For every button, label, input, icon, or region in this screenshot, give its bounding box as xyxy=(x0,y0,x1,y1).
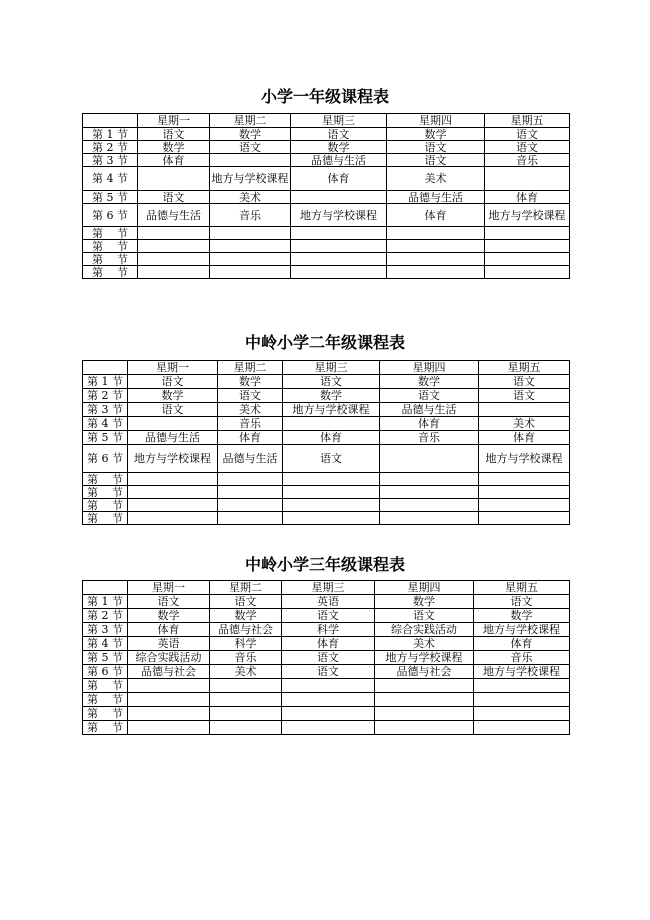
period-row xyxy=(83,253,570,266)
subject-cell: 英语 xyxy=(282,595,375,609)
period-label: 第 节 xyxy=(83,512,128,525)
subject-cell: 体育 xyxy=(380,417,479,431)
period-label: 第 节 xyxy=(83,240,138,253)
subject-cell: 语文 xyxy=(291,128,387,141)
schedule-2-title: 中岭小学二年级课程表 xyxy=(244,333,405,352)
period-row xyxy=(83,665,570,679)
subject-cell xyxy=(479,473,570,486)
subject-cell xyxy=(291,191,387,204)
period-row xyxy=(83,403,570,417)
period-label: 第 4 节 xyxy=(83,167,138,191)
header-row xyxy=(83,361,570,375)
subject-cell xyxy=(479,512,570,525)
subject-cell xyxy=(128,721,210,735)
day-header: 星期四 xyxy=(375,581,474,595)
subject-cell: 语文 xyxy=(210,595,282,609)
subject-cell: 科学 xyxy=(210,637,282,651)
period-label: 第 5 节 xyxy=(83,191,138,204)
subject-cell: 语文 xyxy=(138,191,210,204)
subject-cell xyxy=(283,417,380,431)
day-header: 星期四 xyxy=(387,114,485,128)
subject-cell: 语文 xyxy=(283,445,380,473)
period-row xyxy=(83,486,570,499)
schedule-1-title: 小学一年级课程表 xyxy=(260,87,389,106)
subject-cell: 英语 xyxy=(128,637,210,651)
subject-cell: 数学 xyxy=(218,375,283,389)
subject-cell xyxy=(218,499,283,512)
subject-cell: 语文 xyxy=(282,651,375,665)
subject-cell: 数学 xyxy=(375,595,474,609)
subject-cell: 品德与生活 xyxy=(218,445,283,473)
period-label: 第 节 xyxy=(83,499,128,512)
subject-cell: 语文 xyxy=(479,389,570,403)
period-label: 第 节 xyxy=(83,679,128,693)
subject-cell xyxy=(218,512,283,525)
period-label: 第 节 xyxy=(83,266,138,279)
subject-cell xyxy=(138,253,210,266)
day-header: 星期三 xyxy=(291,114,387,128)
period-row xyxy=(83,651,570,665)
subject-cell xyxy=(380,499,479,512)
period-label: 第 2 节 xyxy=(83,389,128,403)
subject-cell: 语文 xyxy=(479,375,570,389)
subject-cell: 体育 xyxy=(479,431,570,445)
header-row xyxy=(83,581,570,595)
subject-cell: 地方与学校课程 xyxy=(474,623,570,637)
subject-cell xyxy=(485,266,570,279)
period-row xyxy=(83,266,570,279)
period-row xyxy=(83,128,570,141)
subject-cell xyxy=(283,512,380,525)
day-header: 星期五 xyxy=(479,361,570,375)
subject-cell xyxy=(387,266,485,279)
period-row xyxy=(83,623,570,637)
period-label: 第 节 xyxy=(83,227,138,240)
subject-cell: 数学 xyxy=(474,609,570,623)
subject-cell: 数学 xyxy=(210,128,291,141)
subject-cell xyxy=(210,721,282,735)
subject-cell: 数学 xyxy=(380,375,479,389)
subject-cell xyxy=(291,266,387,279)
subject-cell xyxy=(210,707,282,721)
period-row xyxy=(83,609,570,623)
subject-cell xyxy=(218,473,283,486)
subject-cell: 美术 xyxy=(210,191,291,204)
subject-cell xyxy=(128,693,210,707)
subject-cell: 语文 xyxy=(138,128,210,141)
subject-cell: 语文 xyxy=(474,595,570,609)
subject-cell: 体育 xyxy=(283,431,380,445)
period-row xyxy=(83,141,570,154)
period-row xyxy=(83,512,570,525)
subject-cell xyxy=(291,240,387,253)
corner-cell xyxy=(83,114,138,128)
period-row xyxy=(83,595,570,609)
subject-cell xyxy=(375,679,474,693)
subject-cell: 体育 xyxy=(291,167,387,191)
subject-cell: 语文 xyxy=(380,389,479,403)
subject-cell: 美术 xyxy=(218,403,283,417)
subject-cell xyxy=(387,253,485,266)
subject-cell: 数学 xyxy=(210,609,282,623)
subject-cell xyxy=(380,445,479,473)
subject-cell: 数学 xyxy=(291,141,387,154)
subject-cell: 数学 xyxy=(138,141,210,154)
period-label: 第 4 节 xyxy=(83,637,128,651)
subject-cell xyxy=(210,266,291,279)
subject-cell: 品德与生活 xyxy=(380,403,479,417)
period-row xyxy=(83,637,570,651)
subject-cell xyxy=(474,707,570,721)
subject-cell: 地方与学校课程 xyxy=(128,445,218,473)
subject-cell xyxy=(479,499,570,512)
subject-cell xyxy=(283,486,380,499)
subject-cell xyxy=(128,499,218,512)
period-label: 第 6 节 xyxy=(83,204,138,227)
period-label: 第 3 节 xyxy=(83,154,138,167)
subject-cell: 综合实践活动 xyxy=(375,623,474,637)
period-row xyxy=(83,204,570,227)
subject-cell xyxy=(387,240,485,253)
subject-cell: 品德与社会 xyxy=(375,665,474,679)
subject-cell: 语文 xyxy=(128,403,218,417)
subject-cell: 品德与生活 xyxy=(138,204,210,227)
subject-cell xyxy=(375,693,474,707)
subject-cell: 综合实践活动 xyxy=(128,651,210,665)
subject-cell xyxy=(218,486,283,499)
subject-cell: 美术 xyxy=(479,417,570,431)
corner-cell xyxy=(83,581,128,595)
period-label: 第 3 节 xyxy=(83,623,128,637)
period-label: 第 2 节 xyxy=(83,141,138,154)
subject-cell xyxy=(291,253,387,266)
subject-cell: 语文 xyxy=(387,141,485,154)
subject-cell xyxy=(138,240,210,253)
subject-cell: 美术 xyxy=(375,637,474,651)
subject-cell: 数学 xyxy=(283,389,380,403)
period-row xyxy=(83,227,570,240)
period-label: 第 节 xyxy=(83,693,128,707)
subject-cell xyxy=(474,679,570,693)
header-row xyxy=(83,114,570,128)
subject-cell: 美术 xyxy=(210,665,282,679)
subject-cell: 音乐 xyxy=(474,651,570,665)
period-label: 第 1 节 xyxy=(83,375,128,389)
subject-cell xyxy=(380,512,479,525)
subject-cell: 数学 xyxy=(128,389,218,403)
subject-cell: 地方与学校课程 xyxy=(479,445,570,473)
subject-cell: 语文 xyxy=(485,128,570,141)
day-header: 星期一 xyxy=(128,361,218,375)
period-row xyxy=(83,473,570,486)
schedule-2-table xyxy=(82,360,570,525)
subject-cell: 地方与学校课程 xyxy=(210,167,291,191)
period-label: 第 节 xyxy=(83,486,128,499)
subject-cell: 语文 xyxy=(128,595,210,609)
subject-cell: 品德与生活 xyxy=(291,154,387,167)
day-header: 星期二 xyxy=(218,361,283,375)
day-header: 星期一 xyxy=(128,581,210,595)
day-header: 星期三 xyxy=(283,361,380,375)
subject-cell xyxy=(474,693,570,707)
subject-cell xyxy=(138,227,210,240)
subject-cell xyxy=(485,227,570,240)
schedule-3-table xyxy=(82,580,570,735)
subject-cell: 语文 xyxy=(485,141,570,154)
corner-cell xyxy=(83,361,128,375)
subject-cell: 体育 xyxy=(128,623,210,637)
subject-cell xyxy=(375,707,474,721)
schedule-3-title: 中岭小学三年级课程表 xyxy=(244,555,405,574)
period-row xyxy=(83,499,570,512)
subject-cell xyxy=(283,473,380,486)
period-row xyxy=(83,679,570,693)
subject-cell xyxy=(485,240,570,253)
subject-cell: 音乐 xyxy=(210,651,282,665)
subject-cell xyxy=(128,707,210,721)
period-label: 第 6 节 xyxy=(83,665,128,679)
period-label: 第 1 节 xyxy=(83,595,128,609)
period-label: 第 5 节 xyxy=(83,431,128,445)
subject-cell xyxy=(138,167,210,191)
subject-cell xyxy=(474,721,570,735)
period-row xyxy=(83,693,570,707)
period-label: 第 5 节 xyxy=(83,651,128,665)
subject-cell: 体育 xyxy=(218,431,283,445)
subject-cell: 地方与学校课程 xyxy=(291,204,387,227)
subject-cell xyxy=(210,679,282,693)
subject-cell xyxy=(375,721,474,735)
day-header: 星期二 xyxy=(210,581,282,595)
period-row xyxy=(83,389,570,403)
subject-cell: 体育 xyxy=(485,191,570,204)
subject-cell xyxy=(128,473,218,486)
subject-cell xyxy=(380,486,479,499)
subject-cell: 数学 xyxy=(128,609,210,623)
subject-cell xyxy=(210,240,291,253)
subject-cell: 音乐 xyxy=(485,154,570,167)
period-row xyxy=(83,154,570,167)
period-row xyxy=(83,375,570,389)
subject-cell xyxy=(282,721,375,735)
subject-cell: 品德与生活 xyxy=(128,431,218,445)
subject-cell: 音乐 xyxy=(380,431,479,445)
subject-cell xyxy=(210,154,291,167)
period-label: 第 节 xyxy=(83,721,128,735)
subject-cell: 美术 xyxy=(387,167,485,191)
subject-cell: 地方与学校课程 xyxy=(485,204,570,227)
subject-cell: 语文 xyxy=(283,375,380,389)
period-row xyxy=(83,167,570,191)
subject-cell: 地方与学校课程 xyxy=(283,403,380,417)
subject-cell: 语文 xyxy=(218,389,283,403)
subject-cell: 数学 xyxy=(387,128,485,141)
period-label: 第 节 xyxy=(83,707,128,721)
subject-cell: 地方与学校课程 xyxy=(375,651,474,665)
period-label: 第 节 xyxy=(83,473,128,486)
period-row xyxy=(83,445,570,473)
subject-cell xyxy=(479,486,570,499)
period-row xyxy=(83,707,570,721)
subject-cell xyxy=(291,227,387,240)
schedule-1-table xyxy=(82,113,570,279)
period-label: 第 6 节 xyxy=(83,445,128,473)
day-header: 星期三 xyxy=(282,581,375,595)
subject-cell xyxy=(282,679,375,693)
subject-cell: 语文 xyxy=(210,141,291,154)
day-header: 星期四 xyxy=(380,361,479,375)
period-row xyxy=(83,240,570,253)
subject-cell: 音乐 xyxy=(218,417,283,431)
period-label: 第 4 节 xyxy=(83,417,128,431)
subject-cell xyxy=(479,403,570,417)
subject-cell: 地方与学校课程 xyxy=(474,665,570,679)
subject-cell xyxy=(128,679,210,693)
subject-cell xyxy=(380,473,479,486)
period-label: 第 1 节 xyxy=(83,128,138,141)
subject-cell xyxy=(283,499,380,512)
subject-cell: 品德与社会 xyxy=(210,623,282,637)
subject-cell: 体育 xyxy=(474,637,570,651)
subject-cell: 科学 xyxy=(282,623,375,637)
period-row xyxy=(83,417,570,431)
subject-cell: 品德与生活 xyxy=(387,191,485,204)
day-header: 星期五 xyxy=(485,114,570,128)
subject-cell: 体育 xyxy=(282,637,375,651)
subject-cell: 品德与社会 xyxy=(128,665,210,679)
subject-cell xyxy=(210,227,291,240)
subject-cell xyxy=(387,227,485,240)
subject-cell: 语文 xyxy=(282,665,375,679)
subject-cell: 语文 xyxy=(375,609,474,623)
subject-cell: 语文 xyxy=(387,154,485,167)
day-header: 星期五 xyxy=(474,581,570,595)
period-label: 第 节 xyxy=(83,253,138,266)
period-row xyxy=(83,191,570,204)
subject-cell xyxy=(210,253,291,266)
subject-cell xyxy=(138,266,210,279)
period-label: 第 3 节 xyxy=(83,403,128,417)
subject-cell xyxy=(128,512,218,525)
subject-cell xyxy=(128,417,218,431)
day-header: 星期一 xyxy=(138,114,210,128)
subject-cell: 体育 xyxy=(138,154,210,167)
period-row xyxy=(83,431,570,445)
period-label: 第 2 节 xyxy=(83,609,128,623)
subject-cell xyxy=(485,253,570,266)
subject-cell xyxy=(485,167,570,191)
day-header: 星期二 xyxy=(210,114,291,128)
subject-cell xyxy=(282,693,375,707)
subject-cell: 音乐 xyxy=(210,204,291,227)
subject-cell xyxy=(210,693,282,707)
subject-cell: 语文 xyxy=(128,375,218,389)
subject-cell: 语文 xyxy=(282,609,375,623)
subject-cell xyxy=(282,707,375,721)
period-row xyxy=(83,721,570,735)
subject-cell: 体育 xyxy=(387,204,485,227)
subject-cell xyxy=(128,486,218,499)
